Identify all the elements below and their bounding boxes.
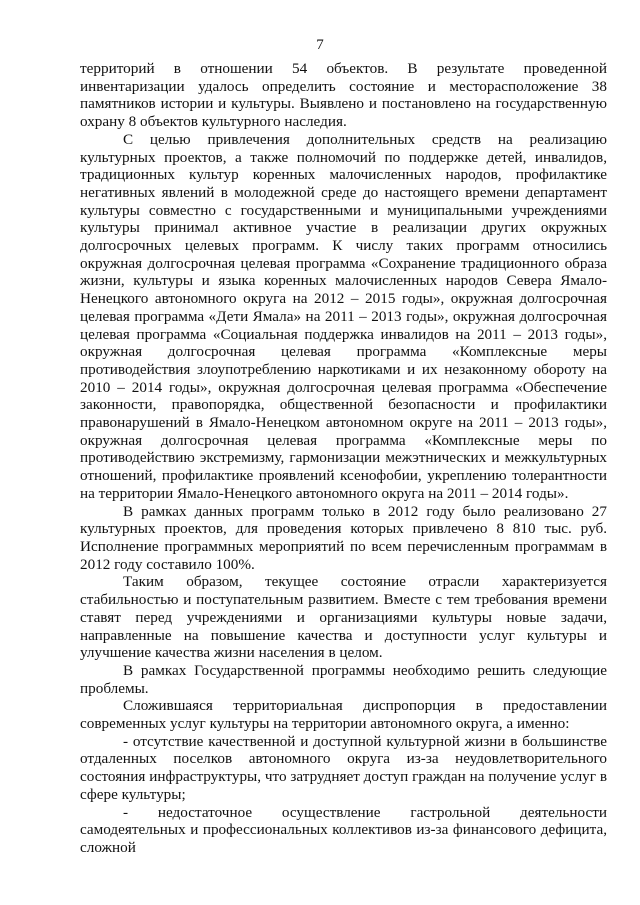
page-number: 7 (316, 37, 324, 53)
paragraph: Сложившаяся территориальная диспропорция в предоставлении современных услуг культуры на территории автономного округа, а именно: (80, 697, 607, 733)
paragraph: - недостаточное осуществление гастрольной деятельности самодеятельных и профессиональных коллективов из-за финансового дефицита, сложной (80, 803, 607, 856)
body-text (80, 60, 607, 857)
paragraph: В рамках Государственной программы необходимо решить следующие проблемы. (80, 661, 607, 697)
paragraph: В рамках данных программ только в 2012 году было реализовано 27 культурных проектов, для проведения которых привлечено 8 810 тыс. руб. Исполнение программных мероприятий по всем перечисленным программам в 2012 году составило 100%. (80, 502, 607, 573)
paragraph: Таким образом, текущее состояние отрасли характеризуется стабильностью и поступательным развитием. Вместе с тем требования времени ставят перед учреждениями и организациями культуры новые задачи, направленные на повышение качества и доступности услуг культуры и улучшение качества жизни населения в целом. (80, 573, 607, 662)
paragraph: С целью привлечения дополнительных средств на реализацию культурных проектов, а также полномочий по поддержке детей, инвалидов, традиционных культур коренных малочисленных народов, профилактике негативных явлений в молодежной среде до настоящего времени департамент культуры совместно с государственными и муниципальными учреждениями культуры принимал активное участие в реализации других окружных долгосрочных целевых программ. К числу таких программ относились окружная долгосрочная целевая программа «Сохранение традиционного образа жизни, культуры и языка коренных малочисленных народов Севера Ямало-Ненецкого автономного округа на 2012 – 2015 годы», окружная долгосрочная целевая программа «Дети Ямала» на 2011 – 2013 годы», окружная долгосрочная целевая программа «Социальная поддержка инвалидов на 2011 – 2013 годы», окружная долгосрочная целевая программа «Комплексные меры противодействия злоупотреблению наркотиками и их незаконному обороту на 2010 – 2014 годы», окружная долгосрочная целевая программа «Обеспечение законности, правопорядка, общественной безопасности и профилактики правонарушений в Ямало-Ненецком автономном округе на 2011 – 2013 годы», окружная долгосрочная целевая программа «Комплексные меры по противодействию экстремизму, гармонизации межэтнических и межкультурных отношений, профилактике проявлений ксенофобии, укреплению толерантности на территории Ямало-Ненецкого автономного округа на 2011 – 2014 годы». (80, 130, 607, 502)
paragraph: - отсутствие качественной и доступной культурной жизни в большинстве отдаленных поселков автономного округа из-за неудовлетворительного состояния инфраструктуры, что затрудняет доступ граждан на получение услуг в сфере культуры; (80, 732, 607, 803)
paragraph: территорий в отношении 54 объектов. В результате проведенной инвентаризации удалось определить состояние и месторасположение 38 памятников истории и культуры. Выявлено и постановлено на государственную охрану 8 объектов культурного наследия. (80, 60, 607, 131)
